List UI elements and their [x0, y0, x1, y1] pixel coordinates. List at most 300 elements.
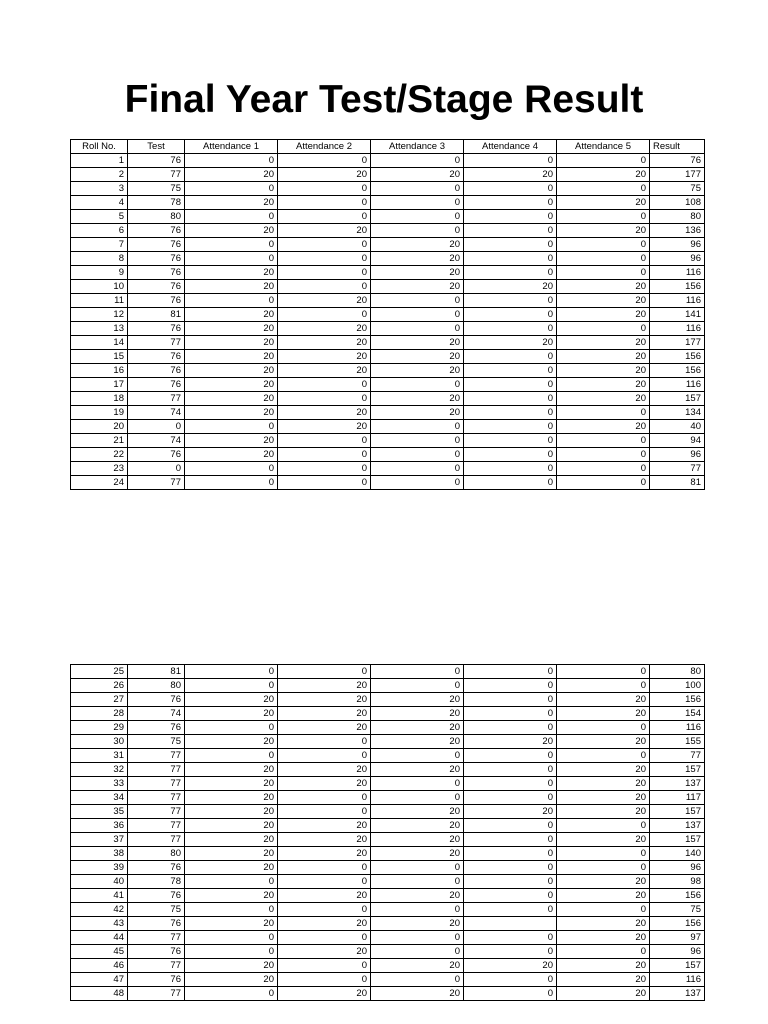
cell-attendance-4: 20 — [464, 280, 557, 294]
cell-test: 80 — [128, 679, 185, 693]
cell-attendance-5: 20 — [557, 875, 650, 889]
cell-result: 96 — [650, 945, 705, 959]
cell-roll-no: 33 — [71, 777, 128, 791]
cell-test: 76 — [128, 945, 185, 959]
cell-attendance-4: 0 — [464, 364, 557, 378]
cell-attendance-5: 20 — [557, 420, 650, 434]
cell-attendance-1: 0 — [185, 210, 278, 224]
header-test: Test — [128, 140, 185, 154]
cell-roll-no: 22 — [71, 448, 128, 462]
cell-attendance-5: 20 — [557, 889, 650, 903]
cell-attendance-2: 20 — [278, 987, 371, 1001]
table-row — [71, 707, 705, 721]
table-row — [71, 749, 705, 763]
cell-attendance-5: 0 — [557, 749, 650, 763]
cell-attendance-4: 0 — [464, 392, 557, 406]
cell-attendance-3: 20 — [371, 406, 464, 420]
cell-attendance-2: 20 — [278, 350, 371, 364]
cell-attendance-1: 0 — [185, 749, 278, 763]
cell-result: 156 — [650, 280, 705, 294]
cell-roll-no: 11 — [71, 294, 128, 308]
results-table-2 — [70, 664, 705, 1001]
cell-attendance-4: 20 — [464, 735, 557, 749]
cell-attendance-4: 0 — [464, 763, 557, 777]
table-row — [71, 476, 705, 490]
cell-attendance-1: 0 — [185, 987, 278, 1001]
cell-attendance-1: 20 — [185, 847, 278, 861]
cell-test: 77 — [128, 791, 185, 805]
cell-roll-no: 20 — [71, 420, 128, 434]
cell-result: 157 — [650, 805, 705, 819]
table-row — [71, 805, 705, 819]
cell-result: 76 — [650, 154, 705, 168]
cell-result: 140 — [650, 847, 705, 861]
cell-result: 116 — [650, 378, 705, 392]
cell-attendance-5: 0 — [557, 903, 650, 917]
cell-attendance-2: 0 — [278, 196, 371, 210]
cell-test: 77 — [128, 392, 185, 406]
cell-attendance-2: 20 — [278, 889, 371, 903]
cell-attendance-5: 20 — [557, 763, 650, 777]
cell-result: 156 — [650, 693, 705, 707]
cell-result: 96 — [650, 861, 705, 875]
cell-attendance-2: 20 — [278, 693, 371, 707]
table-row — [71, 238, 705, 252]
cell-result: 75 — [650, 182, 705, 196]
cell-roll-no: 2 — [71, 168, 128, 182]
cell-roll-no: 25 — [71, 665, 128, 679]
cell-attendance-3: 20 — [371, 721, 464, 735]
cell-test: 76 — [128, 448, 185, 462]
cell-roll-no: 39 — [71, 861, 128, 875]
cell-attendance-3: 20 — [371, 266, 464, 280]
cell-roll-no: 4 — [71, 196, 128, 210]
cell-attendance-4: 0 — [464, 931, 557, 945]
cell-result: 98 — [650, 875, 705, 889]
cell-attendance-4: 0 — [464, 679, 557, 693]
cell-attendance-2: 0 — [278, 931, 371, 945]
cell-result: 157 — [650, 833, 705, 847]
cell-attendance-4: 0 — [464, 420, 557, 434]
header-result: Result — [650, 140, 705, 154]
cell-roll-no: 24 — [71, 476, 128, 490]
cell-attendance-1: 0 — [185, 665, 278, 679]
cell-attendance-3: 20 — [371, 735, 464, 749]
cell-attendance-2: 0 — [278, 448, 371, 462]
cell-attendance-1: 20 — [185, 707, 278, 721]
table-row — [71, 154, 705, 168]
cell-attendance-5: 0 — [557, 182, 650, 196]
cell-attendance-4: 0 — [464, 196, 557, 210]
cell-test: 81 — [128, 308, 185, 322]
cell-attendance-3: 0 — [371, 679, 464, 693]
cell-attendance-2: 0 — [278, 476, 371, 490]
cell-attendance-1: 0 — [185, 252, 278, 266]
table-row — [71, 434, 705, 448]
cell-test: 76 — [128, 322, 185, 336]
cell-attendance-2: 0 — [278, 210, 371, 224]
cell-test: 77 — [128, 777, 185, 791]
cell-test: 76 — [128, 693, 185, 707]
cell-attendance-1: 20 — [185, 973, 278, 987]
table-row — [71, 294, 705, 308]
cell-attendance-3: 20 — [371, 168, 464, 182]
cell-attendance-4: 0 — [464, 434, 557, 448]
cell-attendance-4: 0 — [464, 224, 557, 238]
cell-attendance-3: 0 — [371, 308, 464, 322]
cell-roll-no: 1 — [71, 154, 128, 168]
table-row — [71, 889, 705, 903]
cell-result: 96 — [650, 448, 705, 462]
table-row — [71, 973, 705, 987]
cell-test: 77 — [128, 336, 185, 350]
cell-attendance-5: 0 — [557, 406, 650, 420]
cell-attendance-5: 20 — [557, 364, 650, 378]
cell-attendance-1: 0 — [185, 182, 278, 196]
table-row — [71, 763, 705, 777]
cell-attendance-3: 0 — [371, 777, 464, 791]
cell-roll-no: 36 — [71, 819, 128, 833]
cell-attendance-1: 20 — [185, 777, 278, 791]
cell-test: 77 — [128, 959, 185, 973]
cell-attendance-3: 20 — [371, 392, 464, 406]
cell-attendance-5: 0 — [557, 847, 650, 861]
cell-attendance-4: 0 — [464, 973, 557, 987]
cell-attendance-5: 0 — [557, 154, 650, 168]
cell-roll-no: 7 — [71, 238, 128, 252]
cell-attendance-1: 0 — [185, 945, 278, 959]
cell-test: 76 — [128, 238, 185, 252]
table-row — [71, 182, 705, 196]
cell-attendance-3: 0 — [371, 182, 464, 196]
cell-attendance-2: 0 — [278, 805, 371, 819]
cell-roll-no: 48 — [71, 987, 128, 1001]
cell-test: 77 — [128, 987, 185, 1001]
cell-attendance-5: 20 — [557, 791, 650, 805]
cell-attendance-5: 20 — [557, 777, 650, 791]
cell-roll-no: 34 — [71, 791, 128, 805]
cell-result: 155 — [650, 735, 705, 749]
cell-result: 157 — [650, 392, 705, 406]
cell-attendance-2: 0 — [278, 735, 371, 749]
cell-test: 77 — [128, 749, 185, 763]
cell-test: 74 — [128, 434, 185, 448]
cell-attendance-1: 20 — [185, 735, 278, 749]
cell-attendance-1: 20 — [185, 693, 278, 707]
cell-attendance-3: 20 — [371, 833, 464, 847]
cell-result: 157 — [650, 959, 705, 973]
cell-test: 0 — [128, 462, 185, 476]
cell-attendance-2: 20 — [278, 763, 371, 777]
cell-attendance-3: 20 — [371, 707, 464, 721]
cell-roll-no: 35 — [71, 805, 128, 819]
cell-result: 81 — [650, 476, 705, 490]
cell-result: 156 — [650, 350, 705, 364]
cell-attendance-5: 20 — [557, 931, 650, 945]
cell-test: 76 — [128, 252, 185, 266]
cell-result: 137 — [650, 987, 705, 1001]
cell-test: 76 — [128, 364, 185, 378]
cell-attendance-2: 0 — [278, 392, 371, 406]
cell-attendance-1: 20 — [185, 861, 278, 875]
cell-attendance-3: 20 — [371, 917, 464, 931]
cell-attendance-3: 0 — [371, 903, 464, 917]
cell-attendance-1: 20 — [185, 364, 278, 378]
cell-attendance-5: 20 — [557, 168, 650, 182]
table-row — [71, 350, 705, 364]
cell-roll-no: 37 — [71, 833, 128, 847]
cell-result: 137 — [650, 819, 705, 833]
cell-test: 76 — [128, 294, 185, 308]
cell-test: 76 — [128, 280, 185, 294]
table-row — [71, 406, 705, 420]
cell-attendance-4: 0 — [464, 861, 557, 875]
cell-attendance-4: 0 — [464, 238, 557, 252]
cell-attendance-5: 20 — [557, 196, 650, 210]
cell-attendance-3: 0 — [371, 154, 464, 168]
cell-test: 80 — [128, 847, 185, 861]
cell-attendance-1: 20 — [185, 308, 278, 322]
cell-attendance-5: 20 — [557, 336, 650, 350]
cell-attendance-3: 0 — [371, 861, 464, 875]
cell-attendance-2: 20 — [278, 336, 371, 350]
cell-attendance-2: 20 — [278, 777, 371, 791]
cell-attendance-3: 20 — [371, 819, 464, 833]
table-row — [71, 308, 705, 322]
cell-attendance-2: 20 — [278, 917, 371, 931]
cell-roll-no: 9 — [71, 266, 128, 280]
cell-result: 80 — [650, 210, 705, 224]
cell-attendance-3: 20 — [371, 987, 464, 1001]
cell-attendance-4: 0 — [464, 448, 557, 462]
cell-attendance-1: 0 — [185, 875, 278, 889]
cell-test: 76 — [128, 350, 185, 364]
cell-result: 40 — [650, 420, 705, 434]
table-row — [71, 224, 705, 238]
cell-attendance-1: 20 — [185, 448, 278, 462]
cell-roll-no: 46 — [71, 959, 128, 973]
cell-attendance-2: 0 — [278, 252, 371, 266]
cell-attendance-3: 0 — [371, 210, 464, 224]
table-row — [71, 931, 705, 945]
cell-attendance-5: 0 — [557, 210, 650, 224]
cell-roll-no: 27 — [71, 693, 128, 707]
cell-result: 116 — [650, 294, 705, 308]
cell-result: 177 — [650, 168, 705, 182]
cell-attendance-5: 20 — [557, 308, 650, 322]
cell-result: 136 — [650, 224, 705, 238]
cell-test: 76 — [128, 889, 185, 903]
cell-attendance-5: 0 — [557, 819, 650, 833]
cell-attendance-1: 20 — [185, 266, 278, 280]
cell-attendance-4: 0 — [464, 987, 557, 1001]
cell-attendance-5: 0 — [557, 448, 650, 462]
cell-attendance-3: 20 — [371, 693, 464, 707]
cell-roll-no: 14 — [71, 336, 128, 350]
cell-attendance-4: 0 — [464, 707, 557, 721]
table-row — [71, 945, 705, 959]
table-row — [71, 917, 705, 931]
cell-attendance-2: 20 — [278, 406, 371, 420]
cell-attendance-3: 0 — [371, 476, 464, 490]
cell-test: 77 — [128, 931, 185, 945]
cell-result: 116 — [650, 266, 705, 280]
cell-attendance-3: 20 — [371, 959, 464, 973]
cell-attendance-4: 0 — [464, 875, 557, 889]
table-row — [71, 819, 705, 833]
cell-result: 116 — [650, 721, 705, 735]
cell-attendance-1: 20 — [185, 959, 278, 973]
table-row — [71, 735, 705, 749]
cell-attendance-3: 0 — [371, 224, 464, 238]
cell-attendance-1: 0 — [185, 476, 278, 490]
cell-attendance-2: 20 — [278, 679, 371, 693]
cell-attendance-4: 0 — [464, 721, 557, 735]
cell-attendance-5: 20 — [557, 392, 650, 406]
cell-attendance-2: 0 — [278, 280, 371, 294]
header-roll-no: Roll No. — [71, 140, 128, 154]
cell-attendance-1: 0 — [185, 931, 278, 945]
header-row — [71, 140, 705, 154]
cell-attendance-5: 0 — [557, 462, 650, 476]
cell-attendance-2: 0 — [278, 749, 371, 763]
cell-test: 76 — [128, 973, 185, 987]
table-row — [71, 322, 705, 336]
cell-attendance-3: 20 — [371, 847, 464, 861]
cell-attendance-5: 20 — [557, 987, 650, 1001]
cell-test: 75 — [128, 903, 185, 917]
cell-attendance-2: 0 — [278, 462, 371, 476]
cell-attendance-1: 20 — [185, 392, 278, 406]
cell-attendance-3: 20 — [371, 889, 464, 903]
cell-attendance-1: 0 — [185, 238, 278, 252]
cell-roll-no: 41 — [71, 889, 128, 903]
cell-roll-no: 8 — [71, 252, 128, 266]
table-row — [71, 875, 705, 889]
results-table-1 — [70, 139, 705, 490]
cell-attendance-3: 0 — [371, 448, 464, 462]
cell-attendance-4: 20 — [464, 805, 557, 819]
cell-result: 108 — [650, 196, 705, 210]
cell-test: 76 — [128, 917, 185, 931]
cell-attendance-1: 20 — [185, 378, 278, 392]
cell-attendance-3: 20 — [371, 805, 464, 819]
cell-attendance-1: 20 — [185, 322, 278, 336]
cell-attendance-5: 20 — [557, 707, 650, 721]
cell-attendance-1: 20 — [185, 434, 278, 448]
cell-attendance-2: 20 — [278, 322, 371, 336]
cell-attendance-2: 0 — [278, 861, 371, 875]
cell-test: 76 — [128, 378, 185, 392]
cell-attendance-4: 0 — [464, 665, 557, 679]
table-row — [71, 168, 705, 182]
cell-result: 177 — [650, 336, 705, 350]
cell-roll-no: 44 — [71, 931, 128, 945]
cell-attendance-5: 20 — [557, 224, 650, 238]
cell-attendance-3: 0 — [371, 322, 464, 336]
table-row — [71, 210, 705, 224]
cell-attendance-5: 0 — [557, 266, 650, 280]
cell-result: 154 — [650, 707, 705, 721]
cell-attendance-2: 20 — [278, 721, 371, 735]
cell-attendance-1: 20 — [185, 280, 278, 294]
cell-attendance-5: 0 — [557, 252, 650, 266]
cell-attendance-4: 0 — [464, 889, 557, 903]
table-row — [71, 721, 705, 735]
cell-attendance-1: 20 — [185, 406, 278, 420]
cell-attendance-2: 20 — [278, 945, 371, 959]
cell-test: 78 — [128, 875, 185, 889]
cell-attendance-3: 0 — [371, 931, 464, 945]
header-attendance-1: Attendance 1 — [185, 140, 278, 154]
cell-test: 76 — [128, 266, 185, 280]
cell-roll-no: 18 — [71, 392, 128, 406]
cell-attendance-4: 0 — [464, 252, 557, 266]
cell-attendance-5: 20 — [557, 805, 650, 819]
cell-result: 156 — [650, 917, 705, 931]
cell-result: 157 — [650, 763, 705, 777]
cell-attendance-4: 0 — [464, 294, 557, 308]
cell-attendance-2: 20 — [278, 707, 371, 721]
cell-attendance-5: 20 — [557, 917, 650, 931]
cell-attendance-2: 0 — [278, 378, 371, 392]
cell-attendance-4: 0 — [464, 406, 557, 420]
cell-attendance-3: 0 — [371, 294, 464, 308]
cell-attendance-4: 0 — [464, 462, 557, 476]
cell-attendance-2: 0 — [278, 665, 371, 679]
cell-result: 117 — [650, 791, 705, 805]
cell-attendance-2: 20 — [278, 847, 371, 861]
cell-test: 0 — [128, 420, 185, 434]
cell-attendance-4: 0 — [464, 749, 557, 763]
table-row — [71, 987, 705, 1001]
table-row — [71, 364, 705, 378]
cell-roll-no: 17 — [71, 378, 128, 392]
cell-attendance-4: 0 — [464, 777, 557, 791]
cell-attendance-5: 20 — [557, 833, 650, 847]
cell-roll-no: 5 — [71, 210, 128, 224]
cell-test: 81 — [128, 665, 185, 679]
cell-attendance-4: 0 — [464, 819, 557, 833]
cell-attendance-3: 0 — [371, 875, 464, 889]
cell-attendance-2: 0 — [278, 959, 371, 973]
cell-test: 75 — [128, 735, 185, 749]
cell-attendance-4 — [464, 917, 557, 931]
table-row — [71, 378, 705, 392]
cell-test: 76 — [128, 861, 185, 875]
table-row — [71, 903, 705, 917]
cell-roll-no: 12 — [71, 308, 128, 322]
cell-roll-no: 30 — [71, 735, 128, 749]
cell-attendance-5: 20 — [557, 350, 650, 364]
cell-attendance-2: 20 — [278, 833, 371, 847]
cell-attendance-4: 0 — [464, 210, 557, 224]
cell-attendance-4: 0 — [464, 476, 557, 490]
table-1-body — [71, 154, 705, 490]
cell-result: 97 — [650, 931, 705, 945]
table-row — [71, 847, 705, 861]
cell-roll-no: 15 — [71, 350, 128, 364]
table-row — [71, 861, 705, 875]
table-row — [71, 280, 705, 294]
cell-attendance-3: 20 — [371, 280, 464, 294]
cell-result: 80 — [650, 665, 705, 679]
cell-attendance-4: 0 — [464, 308, 557, 322]
cell-attendance-4: 0 — [464, 833, 557, 847]
cell-attendance-3: 0 — [371, 462, 464, 476]
table-row — [71, 448, 705, 462]
cell-attendance-3: 0 — [371, 791, 464, 805]
